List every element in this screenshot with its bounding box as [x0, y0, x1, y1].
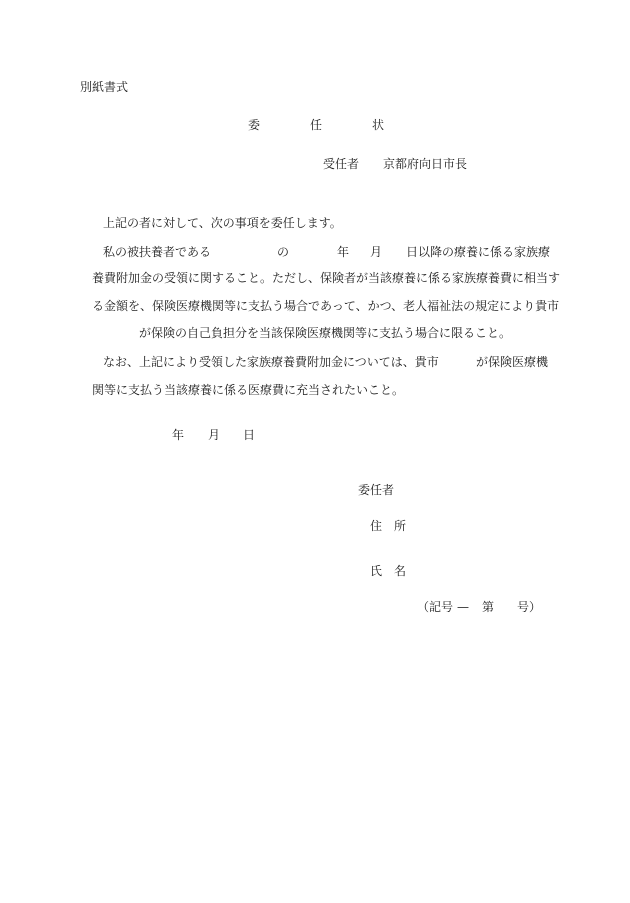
delegator-label: 委任者 — [358, 483, 395, 497]
form-label: 別紙書式 — [80, 80, 129, 94]
p2-line1-b: が保険医療機 — [476, 355, 549, 369]
p1-line1-d: 月 — [370, 245, 383, 259]
code-prefix: （記号 — [417, 600, 454, 614]
document-title — [248, 117, 384, 133]
p1-line1-a: 私の被扶養者である — [103, 245, 212, 259]
p1-line2: 養費附加金の受領に関すること。ただし、保険者が当該療養に係る家族療養費に相当す — [92, 271, 561, 285]
p2-line1-a: なお、上記により受領した家族療養費附加金については、貴市 — [103, 355, 439, 369]
recipient-label: 受任者 — [323, 157, 360, 171]
name-label: 氏 名 — [370, 564, 407, 578]
p2-line2: 関等に支払う当該療養に係る医療費に充当されたいこと。 — [92, 383, 405, 397]
recipient-name: 京都府向日市長 — [383, 157, 468, 171]
date-year: 年 — [172, 428, 185, 442]
date-day: 日 — [243, 428, 256, 442]
intro-line: 上記の者に対して、次の事項を委任します。 — [103, 216, 342, 230]
date-month: 月 — [208, 428, 221, 442]
p1-line1-e: 日以降の療養に係る家族療 — [406, 245, 551, 259]
p1-line3: る金額を、保険医療機関等に支払う場合であって、かつ、老人福祉法の規定により貴市 — [92, 299, 560, 313]
title-char-3: 状 — [372, 118, 385, 132]
address-label: 住 所 — [370, 519, 407, 533]
title-char-2: 任 — [310, 118, 323, 132]
code-dash: — — [457, 600, 469, 614]
p1-line1-b: の — [277, 245, 290, 259]
code-suffix: 号） — [517, 600, 542, 614]
p1-line4: が保険の自己負担分を当該保険医療機関等に支払う場合に限ること。 — [139, 326, 512, 340]
code-dai: 第 — [482, 600, 495, 614]
title-char-1: 委 — [248, 118, 261, 132]
p1-line1-c: 年 — [337, 245, 350, 259]
